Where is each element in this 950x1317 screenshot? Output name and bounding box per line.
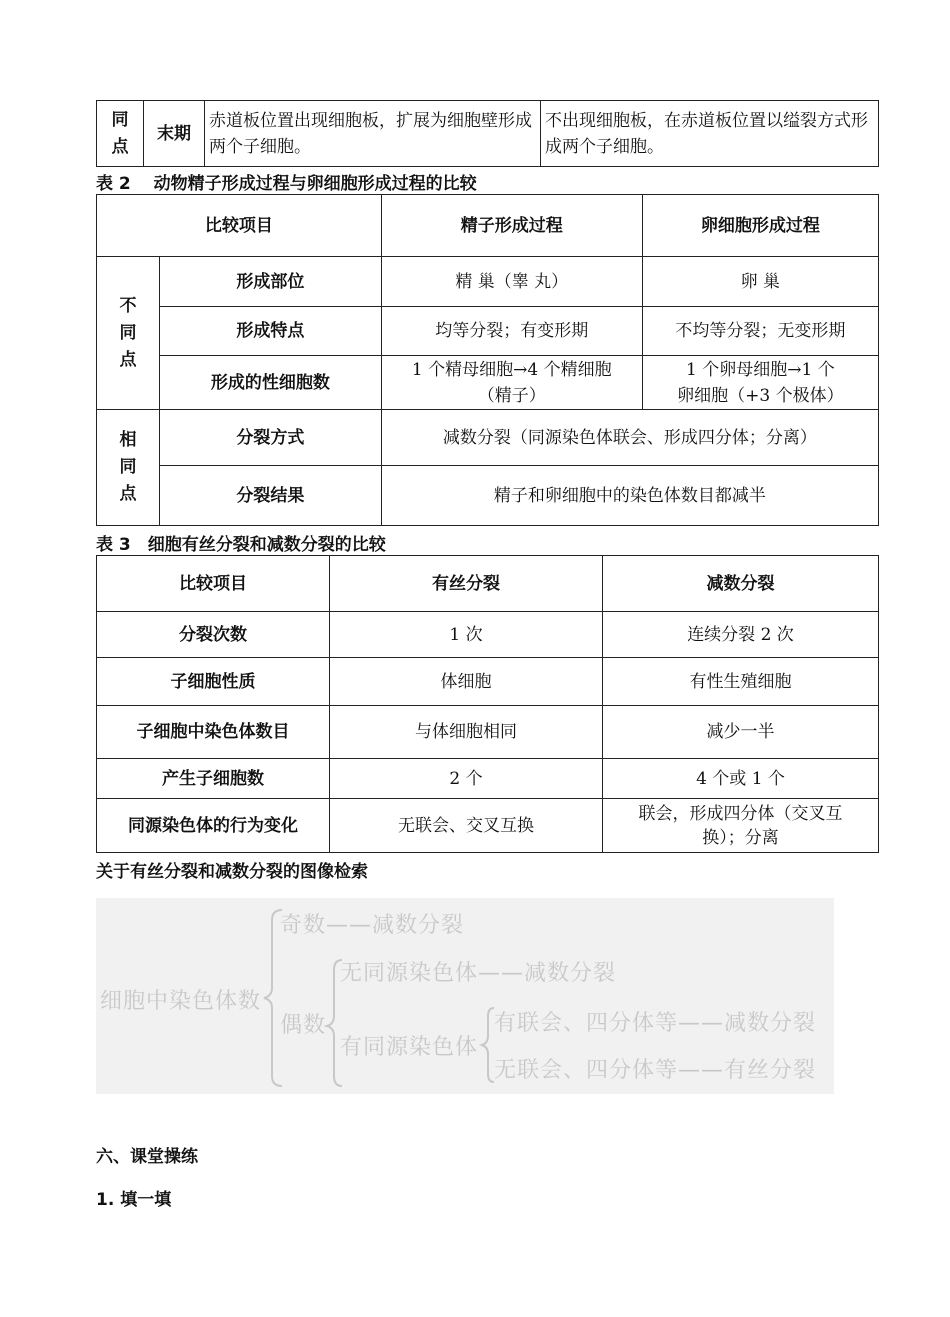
- table3-row-item: 分裂次数: [97, 612, 330, 658]
- table2-caption: 表 2 动物精子形成过程与卵细胞形成过程的比较: [96, 174, 477, 194]
- phase-label: 末期: [144, 101, 205, 167]
- table3-header-item: 比较项目: [97, 556, 330, 612]
- diagram-odd: 奇数——减数分裂: [280, 913, 465, 938]
- table3-cell-meiosis: 4 个或 1 个: [603, 759, 879, 799]
- table2: [96, 194, 879, 526]
- diff-label: 不 同 点: [97, 257, 160, 410]
- classification-diagram: [96, 898, 834, 1094]
- table2-cell-sperm: 精 巢（睾 丸）: [381, 257, 642, 307]
- diagram-has-homolog: 有同源染色体: [340, 1035, 479, 1060]
- table3-cell-mitosis: 与体细胞相同: [330, 706, 603, 759]
- table2-row-item: 分裂方式: [160, 410, 382, 466]
- diagram-synapsis: 有联会、四分体等——减数分裂: [494, 1011, 817, 1036]
- diagram-no-homolog: 无同源染色体——减数分裂: [340, 961, 617, 986]
- table3-cell-mitosis: 2 个: [330, 759, 603, 799]
- table2-cell-sperm: 1 个精母细胞→4 个精细胞 （精子）: [381, 356, 642, 410]
- table3: [96, 555, 879, 853]
- table2-row-item: 形成的性细胞数: [160, 356, 382, 410]
- table2-cell-egg: 1 个卵母细胞→1 个 卵细胞（+3 个极体）: [642, 356, 878, 410]
- table2-row-item: 形成特点: [160, 307, 382, 356]
- table2-cell-sperm: 均等分裂；有变形期: [381, 307, 642, 356]
- animal-cell-text: 不出现细胞板，在赤道板位置以缢裂方式形成两个子细胞。: [541, 101, 879, 167]
- diagram-caption: 关于有丝分裂和减数分裂的图像检索: [96, 862, 368, 882]
- table1-tail: [96, 100, 879, 167]
- table2-header-egg: 卵细胞形成过程: [642, 195, 878, 257]
- table2-merged-cell: 精子和卵细胞中的染色体数目都减半: [381, 466, 878, 526]
- table2-cell-egg: 卵 巢: [642, 257, 878, 307]
- table3-row-item: 子细胞性质: [97, 658, 330, 706]
- diagram-even: 偶数: [280, 1013, 327, 1038]
- table3-cell-mitosis: 体细胞: [330, 658, 603, 706]
- table2-cell-egg: 不均等分裂；无变形期: [642, 307, 878, 356]
- table3-caption: 表 3 细胞有丝分裂和减数分裂的比较: [96, 535, 386, 555]
- same-label: 同 点: [97, 101, 144, 167]
- table3-cell-meiosis: 有性生殖细胞: [603, 658, 879, 706]
- table3-cell-mitosis: 1 次: [330, 612, 603, 658]
- table3-row-item: 产生子细胞数: [97, 759, 330, 799]
- plant-cell-text: 赤道板位置出现细胞板，扩展为细胞壁形成两个子细胞。: [205, 101, 541, 167]
- table3-row-item: 同源染色体的行为变化: [97, 799, 330, 853]
- table3-header-mitosis: 有丝分裂: [330, 556, 603, 612]
- table3-header-meiosis: 减数分裂: [603, 556, 879, 612]
- same-label-2: 相 同 点: [97, 410, 160, 526]
- table3-cell-meiosis: 减少一半: [603, 706, 879, 759]
- section-heading: 六、课堂操练: [96, 1147, 198, 1167]
- table2-row-item: 形成部位: [160, 257, 382, 307]
- table2-row-item: 分裂结果: [160, 466, 382, 526]
- table3-cell-mitosis: 无联会、交叉互换: [330, 799, 603, 853]
- diagram-no-synapsis: 无联会、四分体等——有丝分裂: [494, 1058, 817, 1083]
- diagram-root: 细胞中染色体数: [100, 989, 262, 1014]
- table2-merged-cell: 减数分裂（同源染色体联会、形成四分体；分离）: [381, 410, 878, 466]
- table3-row-item: 子细胞中染色体数目: [97, 706, 330, 759]
- table2-header-item: 比较项目: [97, 195, 382, 257]
- table3-cell-meiosis: 联会，形成四分体（交叉互 换）；分离: [603, 799, 879, 853]
- table3-cell-meiosis: 连续分裂 2 次: [603, 612, 879, 658]
- table2-header-sperm: 精子形成过程: [381, 195, 642, 257]
- brace-homolog: [482, 1008, 494, 1082]
- section-item-1: 1. 填一填: [96, 1190, 172, 1210]
